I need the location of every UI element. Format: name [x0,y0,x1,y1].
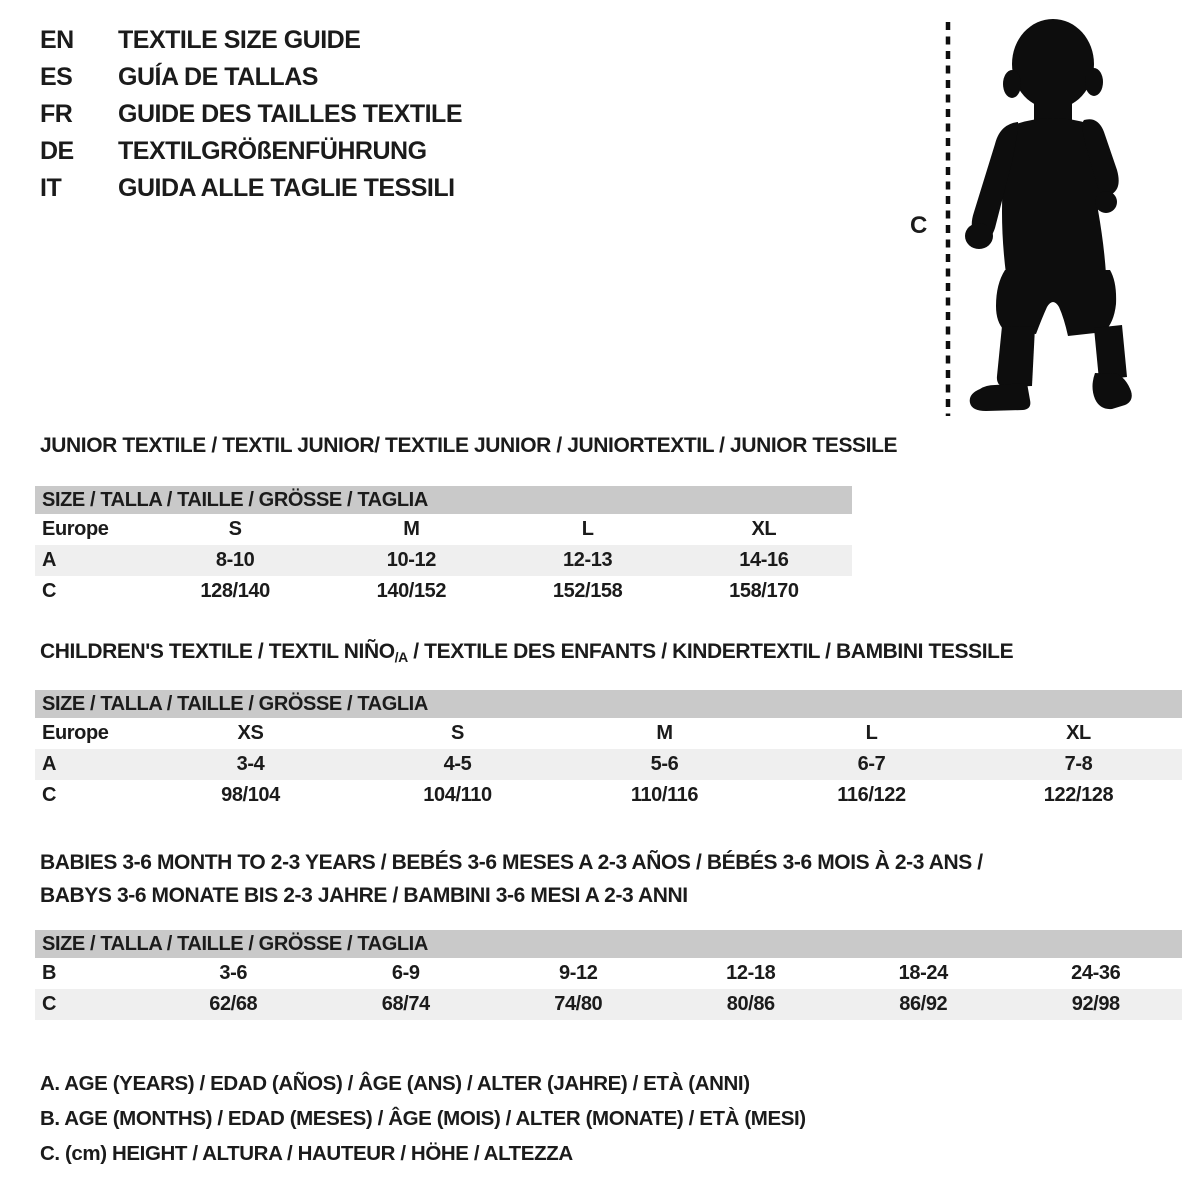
size-cell: 158/170 [729,580,799,602]
row-label: C [42,580,57,602]
size-cell: 8-10 [215,549,255,571]
size-cell: 92/98 [1071,993,1120,1015]
junior-size-table [35,486,852,607]
size-table-row [35,718,1182,749]
lang-code: EN [40,26,74,54]
size-cell: XL [751,518,777,540]
size-cell: 24-36 [1071,962,1121,984]
size-table-row [35,749,1182,780]
size-cell: S [451,722,464,744]
size-cell: 12-13 [563,549,613,571]
size-cell: 116/122 [837,784,906,806]
size-cell: M [656,722,673,744]
size-cell: 68/74 [381,993,430,1015]
babies-size-table [35,930,1182,1020]
size-table-row [35,514,852,545]
size-cell: S [228,518,242,540]
size-table-row [35,989,1182,1020]
height-measure-label: C [910,212,928,239]
size-cell: 62/68 [209,993,258,1015]
size-cell: 86/92 [899,993,948,1015]
children-size-table [35,690,1182,811]
legend-line-a: A. AGE (YEARS) / EDAD (AÑOS) / ÂGE (ANS) / ALTER (JAHRE) / ETÀ (ANNI) [40,1072,750,1095]
size-cell: 122/128 [1043,784,1114,806]
size-cell: 80/86 [726,993,775,1015]
measurement-legend [40,1066,806,1171]
children-section-title [40,640,1013,665]
row-label: A [42,753,57,775]
size-table-row [35,958,1182,989]
row-label: B [42,962,57,984]
children-title-sub: /A [394,649,408,665]
toddler-silhouette-icon [898,12,1138,422]
size-cell: 14-16 [739,549,789,571]
size-cell: 110/116 [630,784,699,806]
lang-code: DE [40,137,74,165]
babies-title-line-2: BABYS 3-6 MONATE BIS 2-3 JAHRE / BAMBINI 3-6 MESI A 2-3 ANNI [40,884,688,907]
lang-title: TEXTILE SIZE GUIDE [118,26,361,54]
size-cell: 140/152 [376,580,447,602]
lang-title: GUIDA ALLE TAGLIE TESSILI [118,174,455,202]
language-title-list [40,22,462,207]
lang-row-it [40,170,462,207]
size-cell: 9-12 [559,962,598,984]
size-table-row [35,545,852,576]
size-cell: 98/104 [221,784,280,806]
lang-title: GUIDE DES TAILLES TEXTILE [118,100,463,128]
lang-row-es [40,59,462,96]
lang-row-fr [40,96,462,133]
lang-title: GUÍA DE TALLAS [118,63,318,91]
babies-section-title [40,846,983,912]
row-label: C [42,993,57,1015]
size-table-row [35,780,1182,811]
size-cell: XL [1066,722,1091,744]
size-cell: 6-7 [857,753,886,775]
junior-section-title: JUNIOR TEXTILE / TEXTIL JUNIOR/ TEXTILE JUNIOR / JUNIORTEXTIL / JUNIOR TESSILE [40,434,898,457]
lang-row-de [40,133,462,170]
size-cell: 4-5 [443,753,472,775]
size-table-header: SIZE / TALLA / TAILLE / GRÖSSE / TAGLIA [35,930,1182,958]
size-cell: 3-6 [219,962,248,984]
lang-title: TEXTILGRÖßENFÜHRUNG [118,137,427,165]
lang-row-en [40,22,462,59]
size-cell: 7-8 [1064,753,1093,775]
size-cell: 10-12 [386,549,436,571]
lang-code: FR [40,100,73,128]
row-label: C [42,784,57,806]
row-label: Europe [42,722,109,744]
size-cell: 12-18 [726,962,776,984]
size-table-header: SIZE / TALLA / TAILLE / GRÖSSE / TAGLIA [35,486,852,514]
size-cell: 74/80 [554,993,603,1015]
children-title-post: / TEXTILE DES ENFANTS / KINDERTEXTIL / BAMBINI TESSILE [407,640,1014,663]
size-cell: 128/140 [200,580,270,602]
lang-code: IT [40,174,62,202]
size-cell: 104/110 [423,784,492,806]
size-cell: M [403,518,420,540]
size-cell: 152/158 [552,580,623,602]
size-cell: XS [237,722,264,744]
size-cell: 6-9 [391,962,420,984]
size-table-header: SIZE / TALLA / TAILLE / GRÖSSE / TAGLIA [35,690,1182,718]
size-cell: L [865,722,878,744]
babies-title-line-1: BABIES 3-6 MONTH TO 2-3 YEARS / BEBÉS 3-6 MESES A 2-3 AÑOS / BÉBÉS 3-6 MOIS À 2-3 ANS / [40,851,983,874]
size-cell: L [581,518,594,540]
legend-line-b: B. AGE (MONTHS) / EDAD (MESES) / ÂGE (MOIS) / ALTER (MONATE) / ETÀ (MESI) [40,1107,806,1130]
row-label: Europe [42,518,109,540]
size-cell: 5-6 [650,753,679,775]
lang-code: ES [40,63,73,91]
size-cell: 18-24 [898,962,948,984]
row-label: A [42,549,57,571]
size-table-row [35,576,852,607]
children-title-pre: CHILDREN'S TEXTILE / TEXTIL NIÑO [40,640,395,663]
size-cell: 3-4 [236,753,265,775]
legend-line-c: C. (cm) HEIGHT / ALTURA / HAUTEUR / HÖHE / ALTEZZA [40,1142,573,1165]
